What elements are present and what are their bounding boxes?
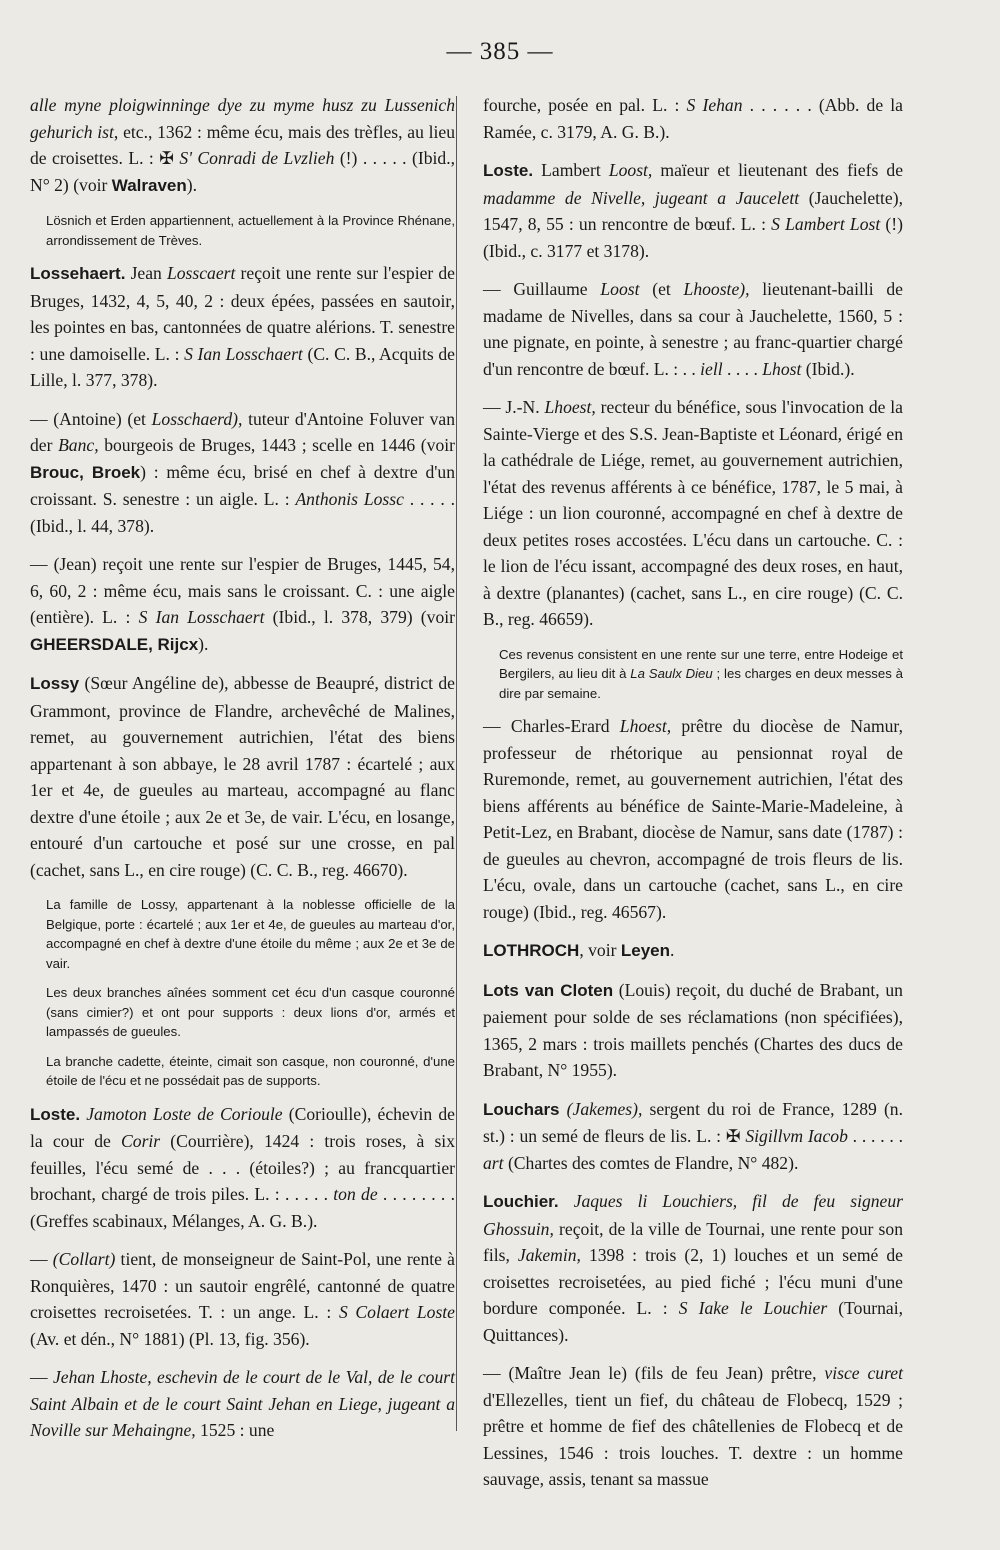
left-column [30,92,455,1456]
text-run: — Charles-Erard [483,716,620,736]
text-run: visce curet [824,1363,903,1383]
text-run: maïeur et lieutenant des fiefs de [652,160,904,180]
text-run: Lhoest, [619,716,672,736]
text-run: prêtre du diocèse de Namur, professeur de rhétorique au pensionnat royal de Ruremonde, remet, au gouvernement autrichien, l'état des biens afférents au bénéfice de Sainte-Marie-Madeleine, à Petit-Lez, en Brabant, diocèse de Namur, sans date (1787) : de gueules au chevron, accompagné de trois fleurs de lis. L'écu, ovale, dans un cartouche (cachet, sans L., en cire rouge) (Ibid., reg. 46567). [483,716,903,922]
text-run: (Ibid., l. 378, 379) (voir [264,607,455,627]
entry-paragraph [30,551,455,658]
text-run: Lambert [533,160,609,180]
text-run: . [670,940,675,960]
text-run: Anthonis Lossc [295,489,404,509]
text-run: Banc, [58,435,99,455]
text-run: Les deux branches aînées somment cet écu d'un casque couronné (sans cimier?) et ont pour supports : deux lions d'or, armés et lampassés de gueules. [46,985,455,1039]
text-run: (Tournai, Quittances). [483,1298,904,1345]
entry-heading: Lots van Cloten [483,980,614,1000]
text-run: (Jakemes), [566,1098,643,1119]
entry-heading: Leyen [620,941,671,960]
text-run: La Saulx Dieu [630,666,713,681]
text-run: ). [186,174,198,195]
text-run: S Ian Losschaert [184,343,303,364]
entry-paragraph [30,92,455,199]
entry-paragraph [483,937,903,965]
entry-paragraph [30,1101,455,1235]
text-run: , voir [579,940,621,960]
entry-paragraph [483,394,903,633]
text-run: Jakemin, [517,1245,581,1265]
text-run: lieutenant-bailli de madame de Nivelles, dans sa cour à Jauchelette, 1560, 5 : une pignate, en pointe, à senestre ; au franc-quartier chargé d'un rencontre de bœuf. L. : . . [483,279,903,379]
text-run: fourche, posée en pal. L. : [483,95,687,115]
entry-heading: Louchars [483,1099,560,1119]
text-run: bourgeois de Bruges, 1443 ; scelle en 1446 (voir [98,435,455,455]
text-run: S Lambert Lost [771,214,881,234]
text-run: reçoit une rente sur l'espier de Bruges, 1432, 4, 5, 40, 2 : deux épées, passées en sautoir, les pointes en bas, cantonnées de quatre alérions. T. senestre : une damoiselle. L. : [30,263,455,364]
text-run: — (Jean) reçoit une rente sur l'espier de Bruges, 1445, 54, 6, 60, 2 : même écu, mais sans le croissant. C. : une aigle (entière). L. : [30,554,455,627]
entry-paragraph [483,713,903,925]
text-run: Sigillvm Iacob [745,1126,848,1146]
text-run: Corir [121,1131,161,1151]
text-run: tuteur d'Antoine Foluver van der [30,408,455,455]
text-run: Lhooste), [683,279,750,299]
text-run: Lhoest, [544,397,596,417]
cross-symbol: ✠ [725,1126,746,1146]
text-run: 1525 : une [195,1420,275,1440]
text-run: ). [198,633,209,654]
text-run: — (Maître Jean le) (fils de feu Jean) prêtre, [483,1363,825,1383]
text-run: reçoit, de la ville de Tournai, une rente pour son fils, [483,1218,903,1265]
entry-paragraph [483,92,903,145]
entry-paragraph [483,977,903,1084]
page-number: — 385 — [446,38,554,65]
footnote [30,983,455,1042]
text-run: — [30,1367,53,1387]
text-run: (C. C. B., Acquits de Lille, l. 377, 378). [30,343,455,390]
text-run: 1398 : trois (2, 1) louches et un semé de croisettes recroisetées, au pied fiché ; l'écu muni d'une bordure componée. L. : [483,1245,903,1318]
text-run: — [30,1249,53,1269]
text-run: (Chartes des comtes de Flandre, N° 482). [503,1152,799,1173]
entry-paragraph [483,157,903,264]
text-run: Ces revenus consistent en une rente sur une terre, entre Hodeige et Bergilers, au lieu dit à [499,646,903,681]
entry-paragraph [30,406,455,540]
text-run: , etc., 1362 : même écu, mais des trèfles, au lieu de croisettes. L. : [30,121,456,168]
text-run: (!) . . . . . (Ibid., N° 2) (voir [30,148,456,195]
text-run: Lösnich et Erden appartiennent, actuellement à la Province Rhénane, arrondissement de Trèves. [46,213,455,248]
text-run: La famille de Lossy, appartenant à la noblesse officielle de la Belgique, porte : écartelé ; aux 1er et 4e, de gueules au marteau d'or, accompagné en chef à dextre d'une étoile du même ; aux 2e et 3e de vair. [46,897,455,971]
footnote [30,1052,455,1091]
entry-paragraph [30,670,455,883]
text-run: — Guillaume [483,279,601,299]
text-run: — (Antoine) (et [30,408,152,429]
text-run: Lhost [762,358,802,379]
text-run: ; les charges en deux messes à dire par semaine. [499,666,903,701]
text-run: d'Ellezelles, tient un fief, du château de Flobecq, 1529 ; prêtre et homme de fief des châtellenies de Flobecq et de Lessines, 1546 : trois louches. T. dextre : un homme sauvage, assis, tenant sa massue [483,1389,903,1489]
text-run: S Colaert Loste [338,1302,455,1322]
text-run: . . . . [722,358,763,379]
entry-heading: Loste. [30,1104,81,1124]
entry-heading: Louchier. [483,1192,559,1211]
text-run: S Ian Losschaert [138,607,265,627]
text-run: ton de [333,1184,378,1204]
cross-symbol: ✠ [159,148,180,168]
text-run: (Sœur Angéline de), abbesse de Beaupré, district de Grammont, province de Flandre, archevêché de Malines, remet, au gouvernement autrichien, l'état des biens appartenant à son abbaye, le 28 avril 1787 : écartelé ; aux 1er et 4e, de gueules au marteau, accompagné au flanc dextre d'une étoile ; aux 2e et 3e, de vair. L'écu, en losange, entouré d'un cartouche et posé sur une crosse, en pal (cachet, sans L., en cire rouge) (C. C. B., reg. 46670). [30,673,455,880]
entry-heading: Loste. [483,161,534,180]
footnote [483,645,903,704]
text-run: Losschaerd), [151,408,243,429]
entry-paragraph [483,1188,903,1348]
text-run: Loost [600,279,640,299]
footnote [30,211,455,250]
text-run: alle myne ploigwinninge dye zu myme husz zu Lussenich gehurich ist [30,95,455,142]
text-run: Jaques li Louchiers, fil de feu signeur Ghossuin, [483,1191,904,1239]
text-run: S Iake le Louchier [678,1298,828,1318]
text-run: recteur du bénéfice, sous l'invocation de la Sainte-Vierge et des S.S. Jean-Baptiste et Léonard, érigé en la cathédrale de Liége, remet, au gouvernement autrichien, l'état des revenus afférents à ce bénéfice, 1787, le 5 mai, à Liége : un lion couronné, accompagné en chef à dextre de deux petites roses accostées. L'écu dans un cartouche. C. : le lion de l'écu issant, accompagné des deux roses, en haut, à dextre (planantes) (cachet, sans L., en cire rouge) (C. C. B., reg. 46659). [483,397,903,629]
text-run: (!) (Ibid., c. 3177 et 3178). [483,214,903,261]
entry-paragraph [30,1364,455,1444]
right-column [483,92,903,1505]
text-run: . . . . . . (Abb. de la Ramée, c. 3179, A. G. B.). [483,95,903,142]
entry-paragraph [483,1360,903,1493]
text-run: Jehan Lhoste, eschevin de le court de le Val, de le court Saint Albain et de le court Saint Jehan en Liege, jugeant a Noville sur Mehaingne, [30,1367,455,1440]
text-run: madamme de Nivelle, jugeant a Jaucelett [483,187,800,208]
text-run: art [483,1152,504,1173]
text-run: (Collart) [52,1249,116,1269]
entry-heading: Brouc, Broek [30,462,141,482]
text-run: (Ibid.). [801,358,855,379]
footnote [30,895,455,973]
text-run: (et [639,279,684,299]
text-run: (Courrière), 1424 : trois roses, à six feuilles, l'écu semé de . . . (étoiles?) ; au francquartier brochant, chargé de trois piles. L. : . . . . . [30,1131,455,1204]
text-run: (Corioulle), échevin de la cour de [30,1103,455,1151]
text-run: Losscaert [166,263,236,283]
text-run: S' Conradi de Lvzlieh [179,148,335,168]
entry-heading: Lossy [30,674,80,693]
entry-paragraph [30,1246,455,1352]
text-run: tient, de monseigneur de Saint-Pol, une rente à Ronquières, 1470 : un sautoir engrêlé, cantonné de quatre croisettes recroisetées. T. : un ange. L. : [30,1249,455,1322]
entry-heading: GHEERSDALE, Rijcx [30,634,199,654]
text-run [560,1099,567,1119]
entry-heading: LOTHROCH [483,941,580,960]
text-run: Loost, [608,160,653,180]
text-run: iell [700,358,723,379]
text-run [559,1191,574,1211]
text-run: . . . . . . [847,1126,904,1146]
text-run: (Louis) reçoit, du duché de Brabant, un paiement pour solde de ses réclamations (non spécifiées), 1365, 2 mars : trois maillets penchés (Chartes des ducs de Brabant, N° 1955). [483,979,903,1080]
text-run: (Jauchelette), 1547, 8, 55 : un rencontre de bœuf. L. : [483,187,903,234]
entry-paragraph [483,1096,903,1177]
entry-heading: Lossehaert. [30,264,126,283]
entry-paragraph [483,276,903,382]
text-run: . . . . . . . . (Greffes scabinaux, Mélanges, A. G. B.). [30,1184,455,1231]
text-run: Jamoton Loste de Corioule [86,1103,283,1124]
text-run: (Av. et dén., N° 1881) (Pl. 13, fig. 356). [30,1328,310,1349]
entry-heading: Walraven [111,175,187,195]
text-run: Jean [125,263,167,283]
text-run: . . . . . (Ibid., l. 44, 378). [30,489,455,536]
text-run: La branche cadette, éteinte, cimait son casque, non couronné, d'une étoile de l'écu et ne possédait pas de supports. [46,1053,455,1088]
text-run: S Iehan [686,95,743,115]
text-run: — J.-N. [483,397,545,417]
text-run: sergent du roi de France, 1289 (n. st.) : un semé de fleurs de lis. L. : [483,1098,904,1146]
entry-paragraph [30,260,455,394]
column-divider [456,96,457,1431]
text-run: ) : même écu, brisé en chef à dextre d'un croissant. S. senestre : un aigle. L. : [30,461,455,509]
